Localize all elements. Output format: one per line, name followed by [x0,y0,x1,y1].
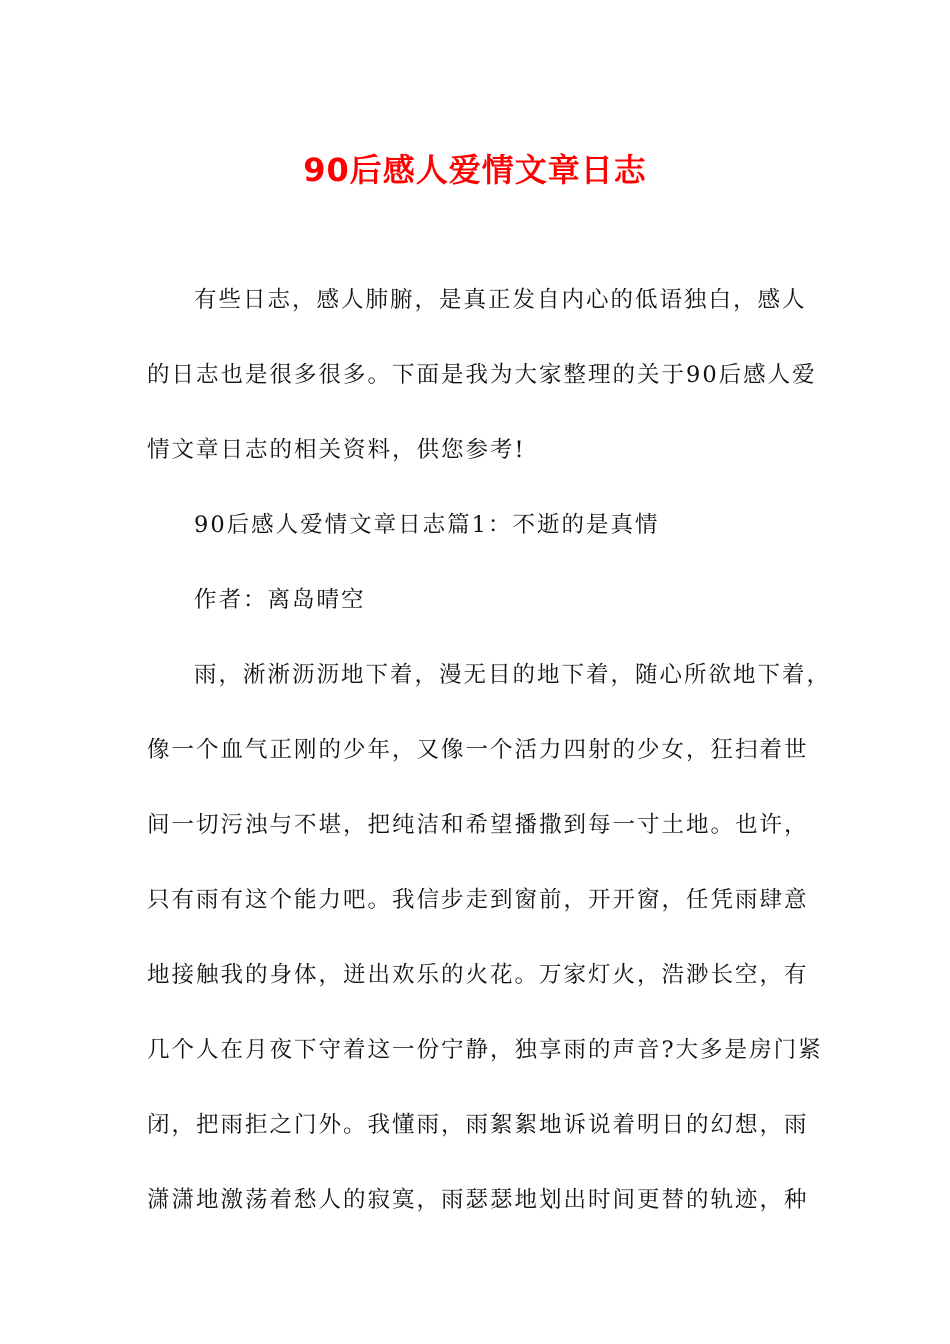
paragraph-author [147,576,807,625]
document-body [147,276,832,1251]
paragraph-line: 闭，把雨拒之门外。我懂雨，雨絮絮地诉说着明日的幻想，雨 [147,1112,809,1138]
paragraph-intro [147,276,817,475]
paragraph-line: 情文章日志的相关资料，供您参考! [147,437,526,463]
paragraph-story [147,651,832,1225]
paragraph-line: 地接触我的身体，迸出欢乐的火花。万家灯火，浩渺长空，有 [147,962,809,988]
paragraph-section-heading [147,501,807,550]
paragraph-line: 几个人在月夜下守着这一份宁静，独享雨的声音?大多是房门紧 [147,1037,823,1063]
paragraph-line: 90后感人爱情文章日志篇1：不逝的是真情 [194,512,660,538]
paragraph-line: 作者：离岛晴空 [194,587,366,613]
paragraph-line: 的日志也是很多很多。下面是我为大家整理的关于90后感人爱 [147,362,817,388]
paragraph-line: 只有雨有这个能力吧。我信步走到窗前，开开窗，任凭雨肆意 [147,887,809,913]
paragraph-line: 有些日志，感人肺腑，是真正发自内心的低语独白，感人 [194,287,807,313]
document-title: 90后感人爱情文章日志 [303,151,647,189]
paragraph-line: 间一切污浊与不堪，把纯洁和希望播撒到每一寸土地。也许， [147,812,809,838]
paragraph-line: 潇潇地激荡着愁人的寂寞，雨瑟瑟地划出时间更替的轨迹，种 [147,1187,809,1213]
paragraph-line: 像一个血气正刚的少年，又像一个活力四射的少女，狂扫着世 [147,737,809,763]
paragraph-line: 雨，淅淅沥沥地下着，漫无目的地下着，随心所欲地下着， [194,662,832,688]
